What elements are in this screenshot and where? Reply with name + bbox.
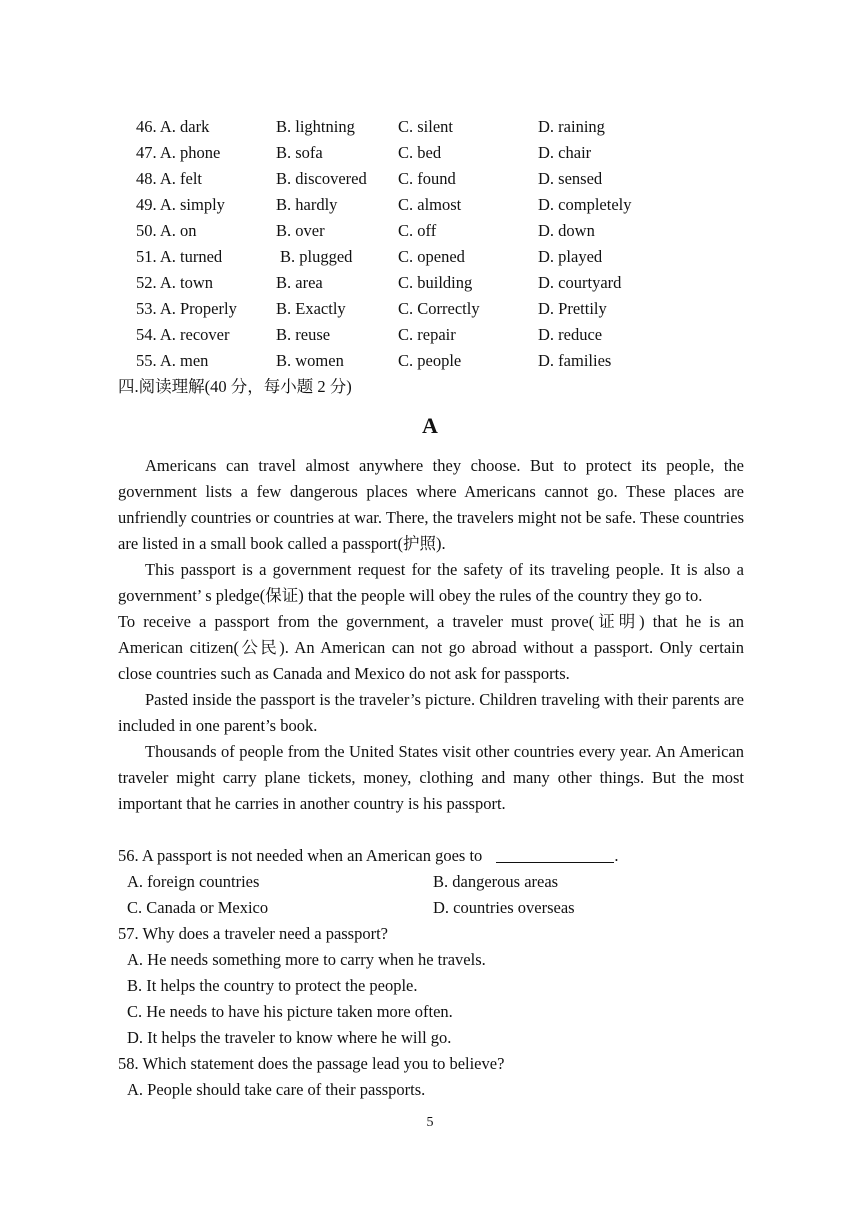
option-b: B. women: [276, 351, 344, 370]
questions-block: [118, 843, 744, 1103]
option-c: C. almost: [398, 195, 462, 214]
option-b: B. reuse: [276, 325, 331, 344]
option-b: B. discovered: [276, 169, 367, 188]
answer-option-b: B. dangerous areas: [433, 872, 559, 891]
passage-title: A: [422, 413, 438, 438]
option-c: C. repair: [398, 325, 456, 344]
answer-blank: [496, 846, 614, 863]
option-d: D. sensed: [538, 169, 603, 188]
option-d: D. chair: [538, 143, 592, 162]
option-b: B. plugged: [280, 247, 353, 266]
question-end: .: [614, 846, 619, 865]
option-b: B. area: [276, 273, 323, 292]
answer-option-b: B. It helps the country to protect the people.: [127, 976, 418, 995]
page-number: 5: [426, 1115, 434, 1130]
question-58: 58. Which statement does the passage lead you to believe?: [118, 1054, 505, 1073]
option-a: 52. A. town: [136, 273, 214, 292]
option-a: 50. A. on: [136, 221, 197, 240]
option-c: C. opened: [398, 247, 465, 266]
passage-paragraph: Thousands of people from the United States visit other countries every year. An American traveler might carry plane tickets, money, clothing and many other things. But the most important that he carries in another country is his passport.: [118, 742, 744, 813]
option-c: C. people: [398, 351, 462, 370]
answer-row: [118, 895, 744, 921]
answer-option-a: A. People should take care of their passports.: [127, 1080, 426, 1099]
option-c: C. silent: [398, 117, 454, 136]
option-c: C. building: [398, 273, 473, 292]
passage-paragraph: Pasted inside the passport is the traveler’s picture. Children traveling with their parents are included in one parent’s book.: [118, 690, 744, 735]
answer-option-d: D. It helps the traveler to know where he will go.: [127, 1028, 452, 1047]
passage-paragraph: Americans can travel almost anywhere they choose. But to protect its people, the government lists a few dangerous places where Americans cannot go. These places are unfriendly countries or countries at war. There, the travelers might not be safe. These countries are listed in a small book called a passport(护照).: [118, 456, 744, 553]
option-a: 46. A. dark: [136, 117, 210, 136]
option-c: C. bed: [398, 143, 442, 162]
answer-option-c: C. Canada or Mexico: [127, 898, 269, 917]
question-stem: 56. A passport is not needed when an American goes to: [118, 846, 483, 865]
passage-paragraph: This passport is a government request for the safety of its traveling people. It is also a government’ s pledge(保证) that the people will obey the rules of the country they go to.: [118, 560, 744, 605]
option-d: D. down: [538, 221, 595, 240]
question-57: 57. Why does a traveler need a passport?: [118, 924, 389, 943]
answer-option-d: D. countries overseas: [433, 898, 575, 917]
option-c: C. Correctly: [398, 299, 480, 318]
answer-row: [118, 869, 744, 895]
option-a: 48. A. felt: [136, 169, 202, 188]
option-c: C. found: [398, 169, 456, 188]
option-b: B. sofa: [276, 143, 323, 162]
option-a: 51. A. turned: [136, 247, 223, 266]
option-b: B. hardly: [276, 195, 338, 214]
question-56: [118, 843, 744, 869]
answer-option-a: A. He needs something more to carry when he travels.: [127, 950, 486, 969]
reading-passage: [118, 453, 744, 817]
option-a: 53. A. Properly: [136, 299, 237, 318]
option-a: 47. A. phone: [136, 143, 221, 162]
option-b: B. Exactly: [276, 299, 346, 318]
answer-option-c: C. He needs to have his picture taken more often.: [127, 1002, 453, 1021]
section-heading: 四.阅读理解(40 分，每小题 2 分): [118, 377, 352, 396]
answer-option-a: A. foreign countries: [127, 872, 260, 891]
option-a: 55. A. men: [136, 351, 209, 370]
option-d: D. played: [538, 247, 603, 266]
passage-paragraph: To receive a passport from the government, a traveler must prove(证明) that he is an American citizen(公民). An American can not go abroad without a passport. Only certain close countries such as Canada and Mexico do not ask for passports.: [118, 612, 744, 683]
option-a: 49. A. simply: [136, 195, 225, 214]
option-d: D. completely: [538, 195, 632, 214]
option-b: B. lightning: [276, 117, 355, 136]
option-d: D. Prettily: [538, 299, 607, 318]
option-d: D. reduce: [538, 325, 603, 344]
option-a: 54. A. recover: [136, 325, 230, 344]
option-d: D. families: [538, 351, 612, 370]
option-b: B. over: [276, 221, 325, 240]
option-c: C. off: [398, 221, 437, 240]
option-d: D. courtyard: [538, 273, 622, 292]
option-d: D. raining: [538, 117, 605, 136]
